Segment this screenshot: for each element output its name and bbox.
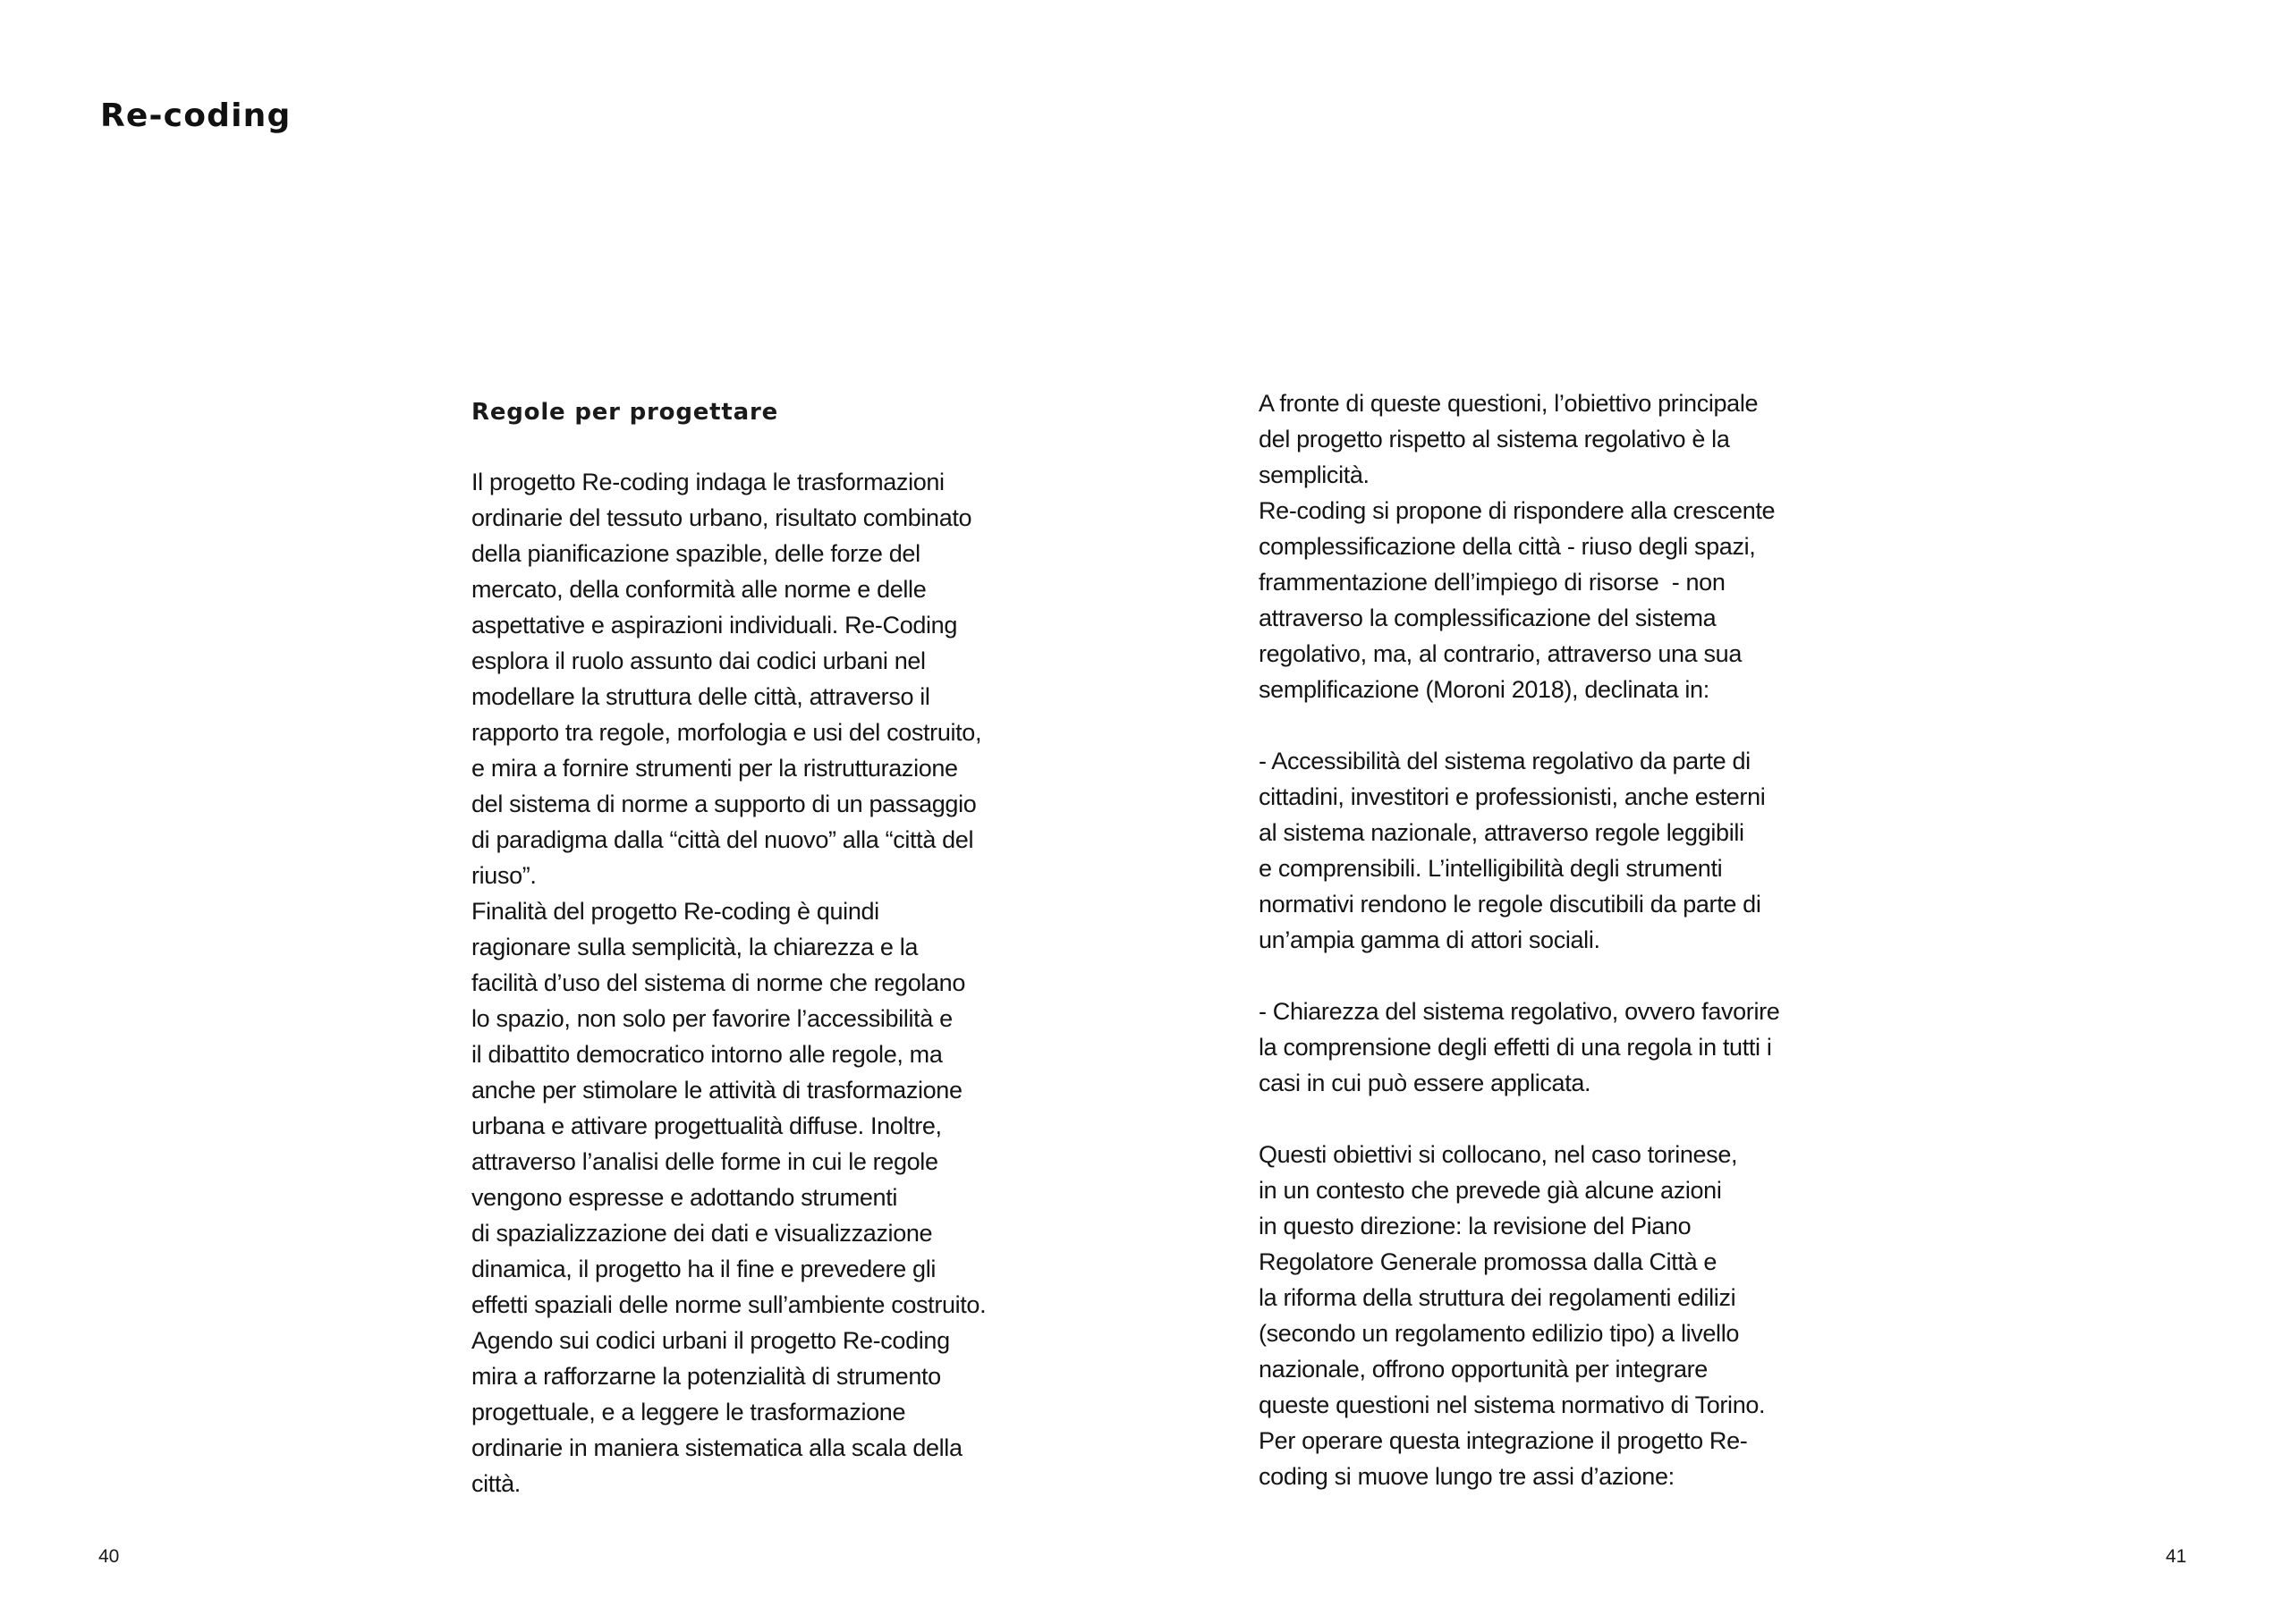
text-line: - Chiarezza del sistema regolativo, ovvero favorire xyxy=(1259,998,1780,1025)
text-line: la riforma della struttura dei regolamenti edilizi xyxy=(1259,1284,1736,1311)
text-line: della pianificazione spazible, delle forze del xyxy=(471,540,920,567)
text-line: normativi rendono le regole discutibili da parte di xyxy=(1259,891,1761,918)
text-line: al sistema nazionale, attraverso regole leggibili xyxy=(1259,819,1744,846)
text-line: mercato, della conformità alle norme e delle xyxy=(471,576,927,603)
text-line: rapporto tra regole, morfologia e usi del costruito, xyxy=(471,719,982,746)
text-line: attraverso la complessificazione del sistema xyxy=(1259,605,1717,631)
text-line: ordinarie in maniera sistematica alla scala della xyxy=(471,1434,963,1461)
text-line: frammentazione dell’impiego di risorse - non xyxy=(1259,569,1726,596)
text-line: del progetto rispetto al sistema regolativo è la xyxy=(1259,426,1730,453)
text-line: queste questioni nel sistema normativo di Torino. xyxy=(1259,1391,1766,1418)
text-line: progettuale, e a leggere le trasformazione xyxy=(471,1399,906,1425)
text-line: di paradigma dalla “città del nuovo” alla “città del xyxy=(471,826,974,853)
text-line: in un contesto che prevede già alcune azioni xyxy=(1259,1177,1722,1204)
text-line: Per operare questa integrazione il progetto Re- xyxy=(1259,1427,1748,1454)
text-line: Finalità del progetto Re-coding è quindi xyxy=(471,898,879,925)
text-line: casi in cui può essere applicata. xyxy=(1259,1070,1591,1096)
text-line: Questi obiettivi si collocano, nel caso torinese, xyxy=(1259,1141,1738,1168)
text-line: Il progetto Re-coding indaga le trasformazioni xyxy=(471,469,945,495)
text-line: ragionare sulla semplicità, la chiarezza e la xyxy=(471,934,919,960)
text-line: ordinarie del tessuto urbano, risultato combinato xyxy=(471,504,972,531)
text-line: A fronte di queste questioni, l’obiettivo principale xyxy=(1259,390,1759,417)
text-line: in questo direzione: la revisione del Piano xyxy=(1259,1213,1692,1239)
text-line: attraverso l’analisi delle forme in cui le regole xyxy=(471,1148,938,1175)
paragraph-break xyxy=(1259,707,1849,743)
text-line: nazionale, offrono opportunità per integrare xyxy=(1259,1356,1708,1383)
text-line: riuso”. xyxy=(471,862,537,889)
text-line: facilità d’uso del sistema di norme che regolano xyxy=(471,969,966,996)
text-line: esplora il ruolo assunto dai codici urbani nel xyxy=(471,647,926,674)
text-line: cittadini, investitori e professionisti, anche esterni xyxy=(1259,783,1766,810)
text-line: semplicità. xyxy=(1259,461,1370,488)
text-line: coding si muove lungo tre assi d’azione: xyxy=(1259,1463,1675,1490)
text-line: un’ampia gamma di attori sociali. xyxy=(1259,926,1600,953)
text-line: Agendo sui codici urbani il progetto Re-coding xyxy=(471,1327,950,1354)
text-line: di spazializzazione dei dati e visualizzazione xyxy=(471,1220,933,1247)
text-line: semplificazione (Moroni 2018), declinata in: xyxy=(1259,676,1709,703)
text-line: città. xyxy=(471,1470,521,1497)
page-number-right: 41 xyxy=(2166,1546,2187,1567)
text-line: Re-coding si propone di rispondere alla crescente xyxy=(1259,497,1776,524)
text-line: mira a rafforzarne la potenzialità di strumento xyxy=(471,1363,941,1390)
text-line: il dibattito democratico intorno alle regole, ma xyxy=(471,1041,943,1068)
text-line: urbana e attivare progettualità diffuse. Inoltre, xyxy=(471,1112,942,1139)
text-line: e comprensibili. L’intelligibilità degli strumenti xyxy=(1259,855,1723,882)
text-line: lo spazio, non solo per favorire l’accessibilità e xyxy=(471,1005,953,1032)
text-line: effetti spaziali delle norme sull’ambiente costruito. xyxy=(471,1291,987,1318)
text-line: vengono espresse e adottando strumenti xyxy=(471,1184,898,1211)
section-heading: Regole per progettare xyxy=(471,399,779,426)
chapter-title: Re-coding xyxy=(100,97,292,134)
text-line: e mira a fornire strumenti per la ristrutturazione xyxy=(471,755,958,782)
paragraph-break xyxy=(1259,1101,1849,1137)
text-line: anche per stimolare le attività di trasformazione xyxy=(471,1077,963,1104)
text-line: modellare la struttura delle città, attraverso il xyxy=(471,683,930,710)
text-line: regolativo, ma, al contrario, attraverso una sua xyxy=(1259,640,1742,667)
paragraph-break xyxy=(1259,958,1849,994)
text-line: dinamica, il progetto ha il fine e prevedere gli xyxy=(471,1256,937,1282)
text-line: del sistema di norme a supporto di un passaggio xyxy=(471,791,977,817)
text-line: - Accessibilità del sistema regolativo da parte di xyxy=(1259,748,1751,774)
text-line: aspettative e aspirazioni individuali. Re-Coding xyxy=(471,612,958,639)
page-number-left: 40 xyxy=(98,1546,120,1567)
text-line: complessificazione della città - riuso degli spazi, xyxy=(1259,533,1756,560)
text-line: (secondo un regolamento edilizio tipo) a livello xyxy=(1259,1320,1740,1347)
right-body-text xyxy=(1259,385,1849,1494)
text-line: Regolatore Generale promossa dalla Città e xyxy=(1259,1248,1718,1275)
left-body-text xyxy=(471,464,1062,1501)
text-line: la comprensione degli effetti di una regola in tutti i xyxy=(1259,1034,1772,1061)
